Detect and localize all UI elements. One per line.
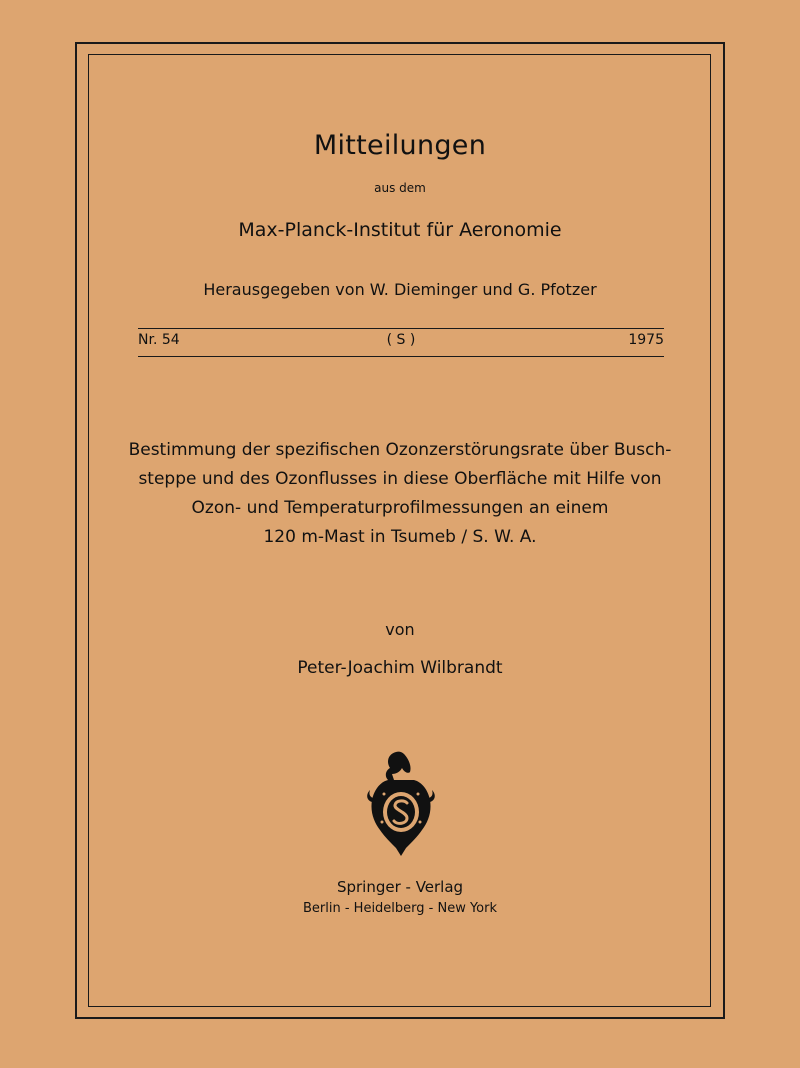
series-title: Mitteilungen — [313, 130, 487, 161]
publisher-cities: Berlin - Heidelberg - New York — [302, 901, 498, 916]
series-info-row — [138, 332, 664, 352]
institute-name: Max-Planck-Institut für Aeronomie — [238, 219, 562, 241]
title-line: 120 m-Mast in Tsumeb / S. W. A. — [263, 527, 537, 547]
publisher-name: Springer - Verlag — [336, 878, 464, 896]
series-year: 1975 — [628, 332, 664, 348]
editors-line: Herausgegeben von W. Dieminger und G. Pfotzer — [203, 280, 597, 299]
springer-knight-icon — [366, 750, 436, 860]
document-title — [100, 436, 700, 552]
by-label: von — [385, 620, 415, 639]
title-line: steppe und des Ozonflusses in diese Oberfläche mit Hilfe von — [138, 469, 662, 489]
series-section: ( S ) — [386, 332, 416, 348]
top-rule — [138, 328, 664, 329]
series-number: Nr. 54 — [138, 332, 180, 348]
title-line: Bestimmung der spezifischen Ozonzerstörungsrate über Busch- — [128, 440, 672, 460]
author-name: Peter-Joachim Wilbrandt — [297, 658, 503, 678]
title-line: Ozon- und Temperaturprofilmessungen an einem — [191, 498, 609, 518]
bottom-rule — [138, 356, 664, 357]
series-subtitle: aus dem — [374, 181, 426, 195]
